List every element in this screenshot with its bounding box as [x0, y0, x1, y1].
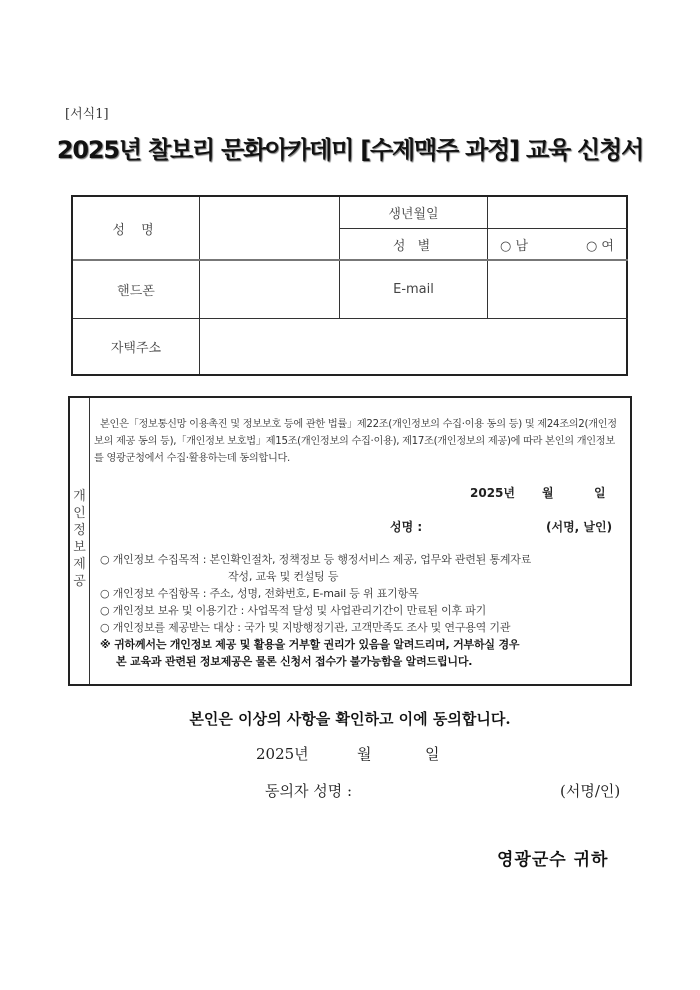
address-field[interactable]	[200, 319, 628, 374]
name-label: 성 명	[112, 222, 160, 238]
addressee: 영광군수 귀하	[497, 850, 609, 870]
list-item: ○ 개인정보 수집항목 : 주소, 성명, 전화번호, E-mail 등 위 표기항목	[100, 587, 419, 600]
consent-sign-suffix: (서명, 날인)	[546, 520, 613, 534]
phone-field[interactable]	[200, 261, 339, 318]
list-item: ○ 개인정보 보유 및 이용기간 : 사업목적 달성 및 사업관리기간이 만료된 이후 파기	[100, 604, 487, 617]
gender-label: 성 별	[392, 238, 435, 254]
phone-label: 핸드폰	[117, 284, 155, 299]
refusal-notice-cont: 본 교육과 관련된 정보제공은 물론 신청서 접수가 불가능함을 알려드립니다.	[116, 655, 473, 668]
consent-side-column	[70, 398, 90, 684]
list-item: ○ 개인정보 수집목적 : 본인확인절차, 정책정보 등 행정서비스 제공, 업무와 관련된 통계자료	[100, 553, 532, 566]
form-code: [서식1]	[65, 107, 109, 122]
agreement-statement: 본인은 이상의 사항을 확인하고 이에 동의합니다.	[189, 710, 511, 728]
consent-items-list	[100, 551, 620, 670]
consent-sign-label: 성명 :	[390, 520, 423, 534]
refusal-notice: ※ 귀하께서는 개인정보 제공 및 활용을 거부할 권리가 있음을 알려드리며, 거부하실 경우	[100, 638, 520, 651]
applicant-info-table	[71, 195, 628, 376]
consent-date-day: 일	[594, 486, 606, 500]
consent-date-month: 월	[542, 486, 554, 500]
gender-female-radio[interactable]: ○ 여	[585, 238, 614, 254]
name-field[interactable]	[200, 197, 339, 259]
privacy-consent-box	[68, 396, 632, 686]
list-item: 작성, 교육 및 컨설팅 등	[228, 570, 339, 583]
address-label: 자택주소	[110, 341, 162, 356]
birthdate-field[interactable]	[488, 197, 628, 228]
email-label: E-mail	[393, 282, 434, 297]
birthdate-label: 생년월일	[388, 207, 439, 222]
consent-date-year: 2025년	[470, 486, 515, 500]
gender-male-radio[interactable]: ○ 남	[500, 238, 529, 254]
list-item: ○ 개인정보를 제공받는 대상 : 국가 및 지방행정기관, 고객만족도 조사 및 연구용역 기관	[100, 621, 511, 634]
consent-paragraph: 본인은「정보통신망 이용촉진 및 정보보호 등에 관한 법률」제22조(개인정보의 수집·이용 동의 등) 및 제24조의2(개인정보의 제공 동의 등),「개인정보 보호법」제15조(개인정보의 수집·이용), 제17조(개인정보의 제공)에 따라 본인의 개인정보를 영광군청에서 수집·활용하는데 동의합니다.	[94, 419, 617, 464]
gender-options	[488, 229, 628, 259]
document-title: 2025년 찰보리 문화아카데미 [수제맥주 과정] 교육 신청서	[56, 136, 644, 164]
consent-side-label: 개 인 정 보 제 공	[73, 489, 86, 589]
footer-date-year: 2025년	[256, 745, 309, 763]
signer-suffix: (서명/인)	[560, 782, 621, 800]
signer-label: 동의자 성명 :	[265, 782, 353, 800]
footer-date-day: 일	[425, 745, 440, 763]
email-field[interactable]	[488, 261, 628, 318]
footer-date-month: 월	[357, 745, 372, 763]
